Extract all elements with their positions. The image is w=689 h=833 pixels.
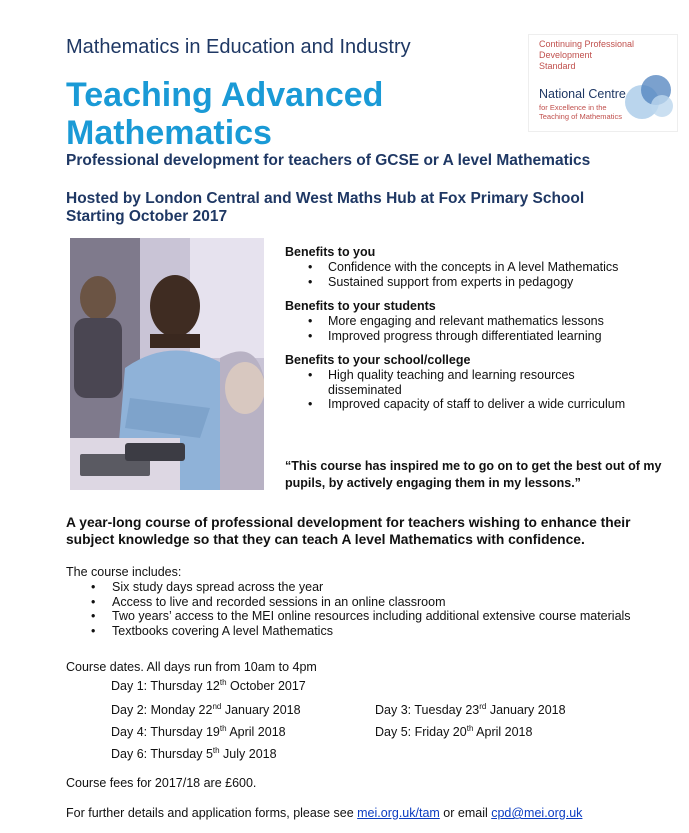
benefits-list (285, 314, 675, 343)
benefit-item: • Sustained support from experts in pedagogy (285, 275, 675, 290)
benefit-item: • More engaging and relevant mathematics lessons (285, 314, 675, 329)
tam-link[interactable]: mei.org.uk/tam (357, 806, 440, 820)
testimonial-quote: “This course has inspired me to go on to get the best out of my pupils, by actively engaging them in my lessons.” (285, 459, 662, 490)
course-dates-heading: Course dates. All days run from 10am to 4pm (66, 660, 317, 674)
day-month-year: October 2017 (226, 679, 306, 694)
teacher-photo (70, 238, 264, 490)
benefits-list (285, 260, 675, 289)
day-ordinal: th (212, 746, 220, 755)
day-label: Day 3: Tuesday 23 (375, 703, 480, 718)
day-label: Day 2: Monday 22 (111, 703, 213, 718)
includes-item: • Six study days spread across the year (66, 580, 681, 595)
day-ordinal: th (219, 724, 227, 733)
day-month-year: January 2018 (486, 703, 566, 718)
logo-excellence-line: for Excellence in the (539, 103, 607, 112)
day-ordinal: rd (479, 702, 487, 711)
logo-circle (651, 95, 673, 117)
logo-name: National Centre (539, 87, 626, 101)
benefits-list (285, 368, 675, 412)
course-day-4 (111, 724, 286, 739)
day-label: Day 6: Thursday 5 (111, 747, 213, 762)
course-day-1 (111, 678, 306, 693)
day-month-year: January 2018 (221, 703, 301, 718)
benefits-heading: Benefits to your students (285, 299, 436, 313)
logo-standard-line: Continuing Professional (539, 39, 635, 49)
includes-item: • Two years’ access to the MEI online resources including additional extensive course materials (66, 609, 681, 624)
day-month-year: July 2018 (219, 747, 277, 762)
hosted-line-venue: Hosted by London Central and West Maths Hub at Fox Primary School (66, 190, 585, 207)
includes-list (66, 580, 681, 638)
logo-excellence-line: Teaching of Mathematics (539, 112, 622, 121)
includes-item: • Access to live and recorded sessions in an online classroom (66, 595, 681, 610)
email-link[interactable]: cpd@mei.org.uk (491, 806, 583, 820)
day-month-year: April 2018 (226, 725, 286, 740)
day-label: Day 5: Friday 20 (375, 725, 467, 740)
hosted-line-start: Starting October 2017 (66, 208, 228, 225)
logo-standard-line: Standard (539, 61, 576, 71)
further-details (66, 806, 582, 820)
day-label: Day 1: Thursday 12 (111, 679, 220, 694)
ncetm-logo (528, 34, 678, 132)
benefits-section (285, 245, 675, 422)
course-summary: A year-long course of professional development for teachers wishing to enhance their subject knowledge so that they can teach A level Mathematics with confidence. (66, 515, 631, 547)
teacher-photo-illustration (70, 238, 264, 490)
day-ordinal: th (219, 678, 227, 687)
benefits-group (285, 245, 675, 289)
course-day-3 (375, 702, 566, 717)
course-day-6 (111, 746, 277, 761)
benefits-group (285, 353, 675, 412)
day-ordinal: nd (212, 702, 222, 711)
benefit-item: • Improved progress through differentiated learning (285, 329, 675, 344)
benefit-item: • Confidence with the concepts in A level Mathematics (285, 260, 675, 275)
page-subtitle: Professional development for teachers of GCSE or A level Mathematics (66, 152, 591, 169)
logo-standard-text (539, 39, 634, 72)
logo-excellence-text (539, 103, 622, 121)
course-fees: Course fees for 2017/18 are £600. (66, 776, 257, 790)
benefits-heading: Benefits to your school/college (285, 353, 471, 367)
day-month-year: April 2018 (473, 725, 533, 740)
day-ordinal: th (466, 724, 474, 733)
logo-standard-line: Development (539, 50, 593, 60)
course-day-2 (111, 702, 301, 717)
benefits-group (285, 299, 675, 343)
organisation-name: Mathematics in Education and Industry (66, 36, 411, 58)
page-title: Teaching Advanced Mathematics (66, 76, 384, 152)
day-label: Day 4: Thursday 19 (111, 725, 220, 740)
benefits-heading: Benefits to you (285, 245, 376, 259)
includes-heading: The course includes: (66, 565, 182, 579)
benefit-item: • Improved capacity of staff to deliver a wide curriculum (285, 397, 675, 412)
benefit-item: • High quality teaching and learning resources disseminated (285, 368, 583, 397)
further-middle: or email (439, 806, 492, 820)
includes-item: • Textbooks covering A level Mathematics (66, 624, 681, 639)
further-prefix: For further details and application forms, please see (66, 806, 358, 820)
hosted-info (66, 190, 666, 226)
course-day-5 (375, 724, 532, 739)
